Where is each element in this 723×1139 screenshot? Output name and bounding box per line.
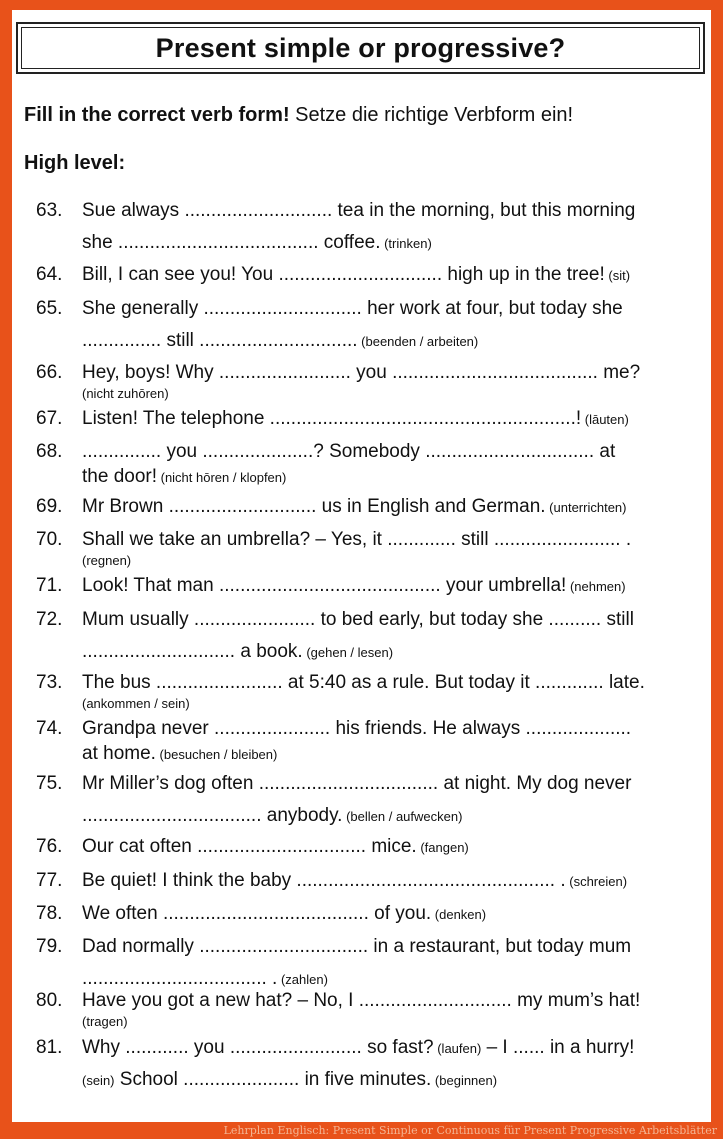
exercise-line-2: [82, 968, 328, 990]
exercise-line: Dad normally ................................ in a restaurant, but today mum: [82, 936, 632, 957]
verb-hint: (denken): [431, 907, 487, 922]
exercise-line: [82, 408, 629, 430]
exercise-number: 67.: [36, 408, 63, 429]
verb-hint: (besuchen / bleiben): [155, 747, 278, 762]
exercise-text: she ...................................... coffee.: [82, 232, 381, 253]
exercise-text: We often ....................................... of you.: [82, 903, 432, 924]
instruction: [24, 104, 573, 127]
exercise-number: 68.: [36, 441, 63, 462]
exercise-number: 76.: [36, 836, 63, 857]
exercise-text: Look! That man .......................................... your umbrella!: [82, 575, 567, 596]
exercise-text: Our cat often ................................ mice.: [82, 836, 417, 857]
exercise-line-2: [82, 641, 393, 663]
exercise-line: [82, 575, 626, 597]
exercise-text: Be quiet! I think the baby ................................................. .: [82, 870, 566, 891]
verb-hint: (ankommen / sein): [82, 696, 190, 711]
verb-hint: (beenden / arbeiten): [357, 334, 479, 349]
exercise-text: Bill, I can see you! You ............................... high up in the tree!: [82, 264, 605, 285]
exercise-line: Sue always ............................ tea in the morning, but this morning: [82, 200, 636, 221]
exercise-line: [82, 496, 626, 518]
footer-watermark: Lehrplan Englisch: Present Simple or Continuous für Present Progressive Arbeitsblätter: [223, 1124, 717, 1137]
exercise-line: Grandpa never ...................... his friends. He always ....................: [82, 718, 632, 739]
exercise-number: 80.: [36, 990, 63, 1011]
verb-hint: (sit): [604, 268, 631, 283]
verb-hint: (nehmen): [566, 579, 626, 594]
exercise-line: [82, 264, 630, 286]
exercise-text: ............................. a book.: [82, 641, 303, 662]
exercise-line: She generally .............................. her work at four, but today she: [82, 298, 623, 319]
exercise-line-2: [82, 232, 432, 254]
worksheet: [12, 10, 711, 1122]
verb-hint: (sein): [82, 1073, 115, 1088]
verb-hint: (unterrichten): [545, 500, 627, 515]
exercise-text: ............... still ..............................: [82, 330, 358, 351]
instruction-bold: Fill in the correct verb form!: [24, 104, 290, 126]
exercise-number: 73.: [36, 672, 63, 693]
exercise-number: 69.: [36, 496, 63, 517]
exercise-line: Mr Miller’s dog often .................................. at night. My dog never: [82, 773, 632, 794]
verb-hint: (lāuten): [581, 412, 629, 427]
exercise-line-2: [82, 1069, 497, 1091]
exercise-line: [82, 836, 469, 858]
verb-hint: (zahlen): [277, 972, 328, 987]
exercise-number: 77.: [36, 870, 63, 891]
exercise-number: 75.: [36, 773, 63, 794]
exercise-line: ............... you .....................? Somebody ................................ at: [82, 441, 616, 462]
page-title: Present simple or progressive?: [155, 32, 566, 63]
verb-hint-2: (beginnen): [431, 1073, 498, 1088]
verb-hint: (gehen / lesen): [302, 645, 394, 660]
exercise-text: at home.: [82, 743, 156, 764]
exercise-line: [82, 1037, 634, 1059]
exercise-number: 78.: [36, 903, 63, 924]
exercise-text-cont: – I ...... in a hurry!: [481, 1037, 635, 1058]
exercise-line: Have you got a new hat? – No, I ............................. my mum’s hat!: [82, 990, 641, 1011]
verb-hint: (tragen): [82, 1014, 128, 1029]
exercise-line-2: [82, 743, 277, 765]
exercise-number: 64.: [36, 264, 63, 285]
exercise-line-2: [82, 805, 462, 827]
exercise-line: Shall we take an umbrella? – Yes, it ............. still ........................ .: [82, 529, 632, 550]
exercise-number: 63.: [36, 200, 63, 221]
exercise-number: 74.: [36, 718, 63, 739]
instruction-rest: Setze die richtige Verbform ein!: [289, 104, 574, 126]
verb-hint: (laufen): [433, 1041, 482, 1056]
exercise-text: Why ............ you ......................... so fast?: [82, 1037, 434, 1058]
verb-hint: (regnen): [82, 553, 132, 568]
exercise-text: Listen! The telephone ..........................................................!: [82, 408, 582, 429]
verb-hint: (bellen / aufwecken): [342, 809, 463, 824]
verb-hint: (fangen): [416, 840, 469, 855]
verb-hint: (trinken): [380, 236, 432, 251]
exercise-line: Hey, boys! Why ......................... you ....................................... me?: [82, 362, 641, 383]
title-box: [16, 22, 705, 74]
exercise-text: Mr Brown ............................ us in English and German.: [82, 496, 546, 517]
verb-hint: (schreien): [565, 874, 628, 889]
exercise-text: ................................... .: [82, 968, 278, 989]
exercise-line-2: [82, 466, 286, 488]
exercise-text: the door!: [82, 466, 157, 487]
exercise-line: [82, 870, 627, 892]
verb-hint: (nicht hōren / klopfen): [157, 470, 287, 485]
exercise-number: 71.: [36, 575, 63, 596]
verb-hint: (nicht zuhōren): [82, 386, 169, 401]
exercise-line-2: [82, 330, 478, 352]
exercise-number: 81.: [36, 1037, 63, 1058]
exercise-number: 65.: [36, 298, 63, 319]
exercise-number: 70.: [36, 529, 63, 550]
exercise-line: Mum usually ....................... to bed early, but today she .......... still: [82, 609, 634, 630]
exercise-number: 66.: [36, 362, 63, 383]
exercise-text: .................................. anybody.: [82, 805, 343, 826]
exercise-line: The bus ........................ at 5:40 as a rule. But today it ............. late.: [82, 672, 645, 693]
exercise-number: 72.: [36, 609, 63, 630]
exercise-text: School ...................... in five minutes.: [114, 1069, 432, 1090]
level-heading: High level:: [24, 152, 126, 174]
exercise-line: [82, 903, 486, 925]
exercise-number: 79.: [36, 936, 63, 957]
